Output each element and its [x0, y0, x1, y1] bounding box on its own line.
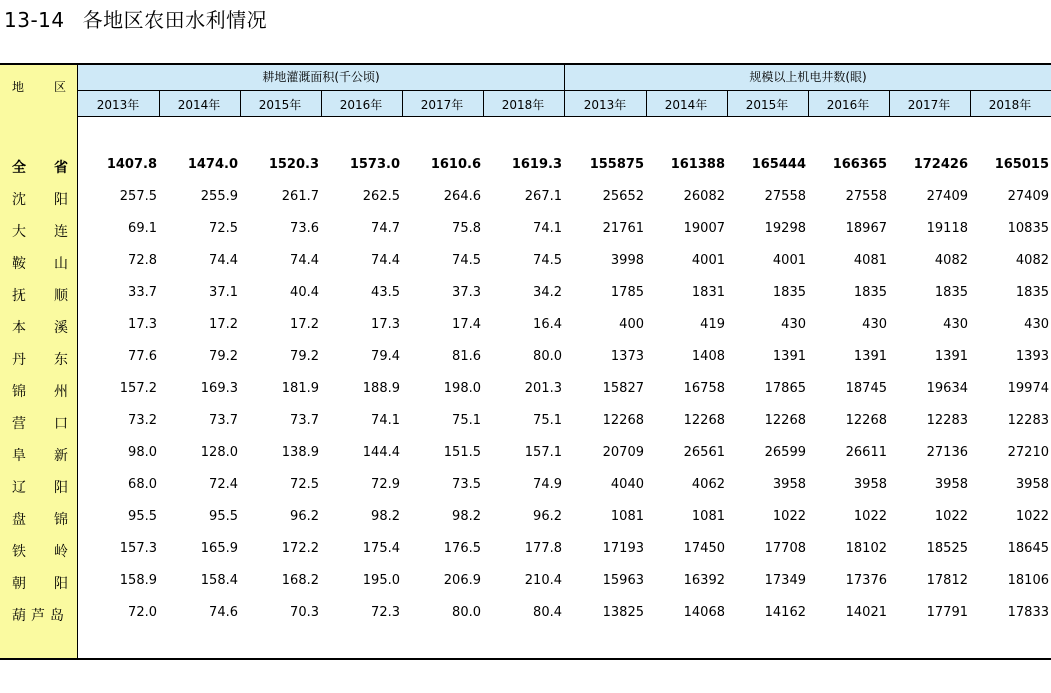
table-cell: 70.3 — [290, 605, 319, 620]
table-cell: 68.0 — [128, 477, 157, 492]
region-name-2: 阳 — [54, 576, 68, 592]
table-cell: 151.5 — [443, 445, 481, 460]
table-cell: 16758 — [683, 381, 725, 396]
table-cell: 43.5 — [371, 285, 400, 300]
table-cell: 1610.6 — [430, 157, 481, 172]
table-cell: 73.7 — [209, 413, 238, 428]
table-cell: 4001 — [691, 253, 725, 268]
table-cell: 72.4 — [209, 477, 238, 492]
table-cell: 16392 — [683, 573, 725, 588]
table-cell: 4082 — [1015, 253, 1049, 268]
table-cell: 26561 — [683, 445, 725, 460]
table-cell: 198.0 — [443, 381, 481, 396]
table-cell: 257.5 — [119, 189, 157, 204]
table-cell: 33.7 — [128, 285, 157, 300]
table-cell: 18967 — [845, 221, 887, 236]
table-cell: 181.9 — [281, 381, 319, 396]
table-cell: 158.9 — [119, 573, 157, 588]
table-cell: 40.4 — [290, 285, 319, 300]
table-row — [0, 189, 1051, 221]
table-cell: 74.1 — [371, 413, 400, 428]
table-row — [0, 381, 1051, 413]
table-number: 13-14 — [4, 8, 65, 32]
table-cell: 1391 — [853, 349, 887, 364]
table-cell: 4062 — [691, 477, 725, 492]
region-name-2: 岭 — [54, 544, 68, 560]
table-cell: 79.4 — [371, 349, 400, 364]
year-header-cell: 2014年 — [664, 98, 708, 112]
year-header-cell: 2016年 — [339, 98, 383, 112]
region-header-char-2: 区 — [54, 80, 67, 94]
table-cell: 17708 — [764, 541, 806, 556]
table-cell: 138.9 — [281, 445, 319, 460]
table-cell: 96.2 — [290, 509, 319, 524]
table-cell: 15963 — [602, 573, 644, 588]
table-cell: 201.3 — [524, 381, 562, 396]
table-cell: 430 — [862, 317, 887, 332]
table-cell: 80.4 — [533, 605, 562, 620]
region-name: 朝 — [12, 576, 26, 592]
table-cell: 1393 — [1015, 349, 1049, 364]
table-cell: 128.0 — [200, 445, 238, 460]
table-cell: 17450 — [683, 541, 725, 556]
table-cell: 144.4 — [362, 445, 400, 460]
table-cell: 26611 — [845, 445, 887, 460]
table-cell: 27558 — [845, 189, 887, 204]
table-cell: 26082 — [683, 189, 725, 204]
table-cell: 18106 — [1007, 573, 1049, 588]
table-cell: 1407.8 — [106, 157, 157, 172]
table-cell: 27136 — [926, 445, 968, 460]
table-cell: 10835 — [1007, 221, 1049, 236]
year-header-cell: 2017年 — [420, 98, 464, 112]
year-header-cell: 2013年 — [96, 98, 140, 112]
table-cell: 15827 — [602, 381, 644, 396]
table-cell: 255.9 — [200, 189, 238, 204]
table-cell: 12268 — [764, 413, 806, 428]
table-cell: 262.5 — [362, 189, 400, 204]
table-cell: 21761 — [602, 221, 644, 236]
year-header-cell: 2013年 — [583, 98, 627, 112]
table-cell: 165.9 — [200, 541, 238, 556]
table-cell: 74.4 — [371, 253, 400, 268]
table-cell: 17833 — [1007, 605, 1049, 620]
region-name-2: 阳 — [54, 480, 68, 496]
table-row — [0, 253, 1051, 285]
year-header-cell: 2017年 — [907, 98, 951, 112]
table-cell: 19974 — [1007, 381, 1049, 396]
table-cell: 37.3 — [452, 285, 481, 300]
table-cell: 158.4 — [200, 573, 238, 588]
table-cell: 261.7 — [281, 189, 319, 204]
table-cell: 27409 — [926, 189, 968, 204]
region-name: 全 — [12, 160, 26, 176]
table-cell: 72.9 — [371, 477, 400, 492]
table-cell: 1520.3 — [268, 157, 319, 172]
table-cell: 1081 — [610, 509, 644, 524]
region-name-2: 溪 — [54, 320, 68, 336]
table-cell: 4082 — [934, 253, 968, 268]
table-cell: 161388 — [670, 157, 725, 172]
table-cell: 195.0 — [362, 573, 400, 588]
region-name-2: 锦 — [54, 512, 68, 528]
table-cell: 430 — [943, 317, 968, 332]
table-cell: 3998 — [610, 253, 644, 268]
table-cell: 4001 — [772, 253, 806, 268]
region-name: 辽 — [12, 480, 26, 496]
table-cell: 26599 — [764, 445, 806, 460]
table-cell: 419 — [700, 317, 725, 332]
table-cell: 18102 — [845, 541, 887, 556]
table-cell: 95.5 — [209, 509, 238, 524]
table-cell: 1619.3 — [511, 157, 562, 172]
table-row — [0, 573, 1051, 605]
table-cell: 73.2 — [128, 413, 157, 428]
table-cell: 157.2 — [119, 381, 157, 396]
table-cell: 69.1 — [128, 221, 157, 236]
table-cell: 264.6 — [443, 189, 481, 204]
region-name: 锦 — [12, 384, 26, 400]
table-cell: 1835 — [853, 285, 887, 300]
table-cell: 1022 — [934, 509, 968, 524]
region-name-2: 省 — [54, 160, 68, 176]
page-title — [4, 4, 267, 33]
table-row — [0, 349, 1051, 381]
table-cell: 79.2 — [290, 349, 319, 364]
table-cell: 19118 — [926, 221, 968, 236]
year-separator — [321, 91, 322, 116]
region-name: 盘 — [12, 512, 26, 528]
table-cell: 267.1 — [524, 189, 562, 204]
table-cell: 81.6 — [452, 349, 481, 364]
region-name: 铁 — [12, 544, 26, 560]
table-cell: 12283 — [926, 413, 968, 428]
table-cell: 4081 — [853, 253, 887, 268]
table-cell: 165444 — [751, 157, 806, 172]
table-cell: 95.5 — [128, 509, 157, 524]
year-separator — [970, 91, 971, 116]
region-name-2: 口 — [54, 416, 68, 432]
region-name-2: 阳 — [54, 192, 68, 208]
table-cell: 18745 — [845, 381, 887, 396]
table-cell: 17812 — [926, 573, 968, 588]
region-name: 阜 — [12, 448, 26, 464]
table-cell: 166365 — [832, 157, 887, 172]
year-header-cell: 2016年 — [826, 98, 870, 112]
table-cell: 168.2 — [281, 573, 319, 588]
table-cell: 12268 — [683, 413, 725, 428]
table-cell: 20709 — [602, 445, 644, 460]
table-cell: 3958 — [853, 477, 887, 492]
table-cell: 12268 — [602, 413, 644, 428]
table-cell: 155875 — [589, 157, 644, 172]
table-cell: 172.2 — [281, 541, 319, 556]
region-name: 鞍 — [12, 256, 26, 272]
table-row — [0, 509, 1051, 541]
table-cell: 157.1 — [524, 445, 562, 460]
table-cell: 1022 — [772, 509, 806, 524]
table-cell: 17.3 — [371, 317, 400, 332]
table-cell: 1022 — [853, 509, 887, 524]
table-cell: 1785 — [610, 285, 644, 300]
year-header-cell: 2018年 — [988, 98, 1032, 112]
table-cell: 1835 — [772, 285, 806, 300]
table-cell: 17.2 — [209, 317, 238, 332]
region-name: 营 — [12, 416, 26, 432]
table-cell: 13825 — [602, 605, 644, 620]
table-row — [0, 413, 1051, 445]
year-header-cell: 2015年 — [745, 98, 789, 112]
table-cell: 98.2 — [371, 509, 400, 524]
table-cell: 18525 — [926, 541, 968, 556]
table-cell: 96.2 — [533, 509, 562, 524]
table-cell: 75.8 — [452, 221, 481, 236]
table-cell: 75.1 — [452, 413, 481, 428]
region-name: 抚 — [12, 288, 26, 304]
table-cell: 74.1 — [533, 221, 562, 236]
table-cell: 27409 — [1007, 189, 1049, 204]
region-header-char-1: 地 — [12, 80, 25, 94]
table-cell: 169.3 — [200, 381, 238, 396]
table-cell: 14068 — [683, 605, 725, 620]
table-cell: 17193 — [602, 541, 644, 556]
region-name-2: 连 — [54, 224, 68, 240]
table-row — [0, 317, 1051, 349]
table-cell: 77.6 — [128, 349, 157, 364]
table-cell: 176.5 — [443, 541, 481, 556]
table-cell: 400 — [619, 317, 644, 332]
year-separator — [889, 91, 890, 116]
table-cell: 14162 — [764, 605, 806, 620]
table-row-total — [0, 157, 1051, 189]
region-name: 葫芦岛 — [12, 608, 69, 624]
region-name: 本 — [12, 320, 26, 336]
table-cell: 98.2 — [452, 509, 481, 524]
table-cell: 12268 — [845, 413, 887, 428]
table-row — [0, 285, 1051, 317]
year-separator — [727, 91, 728, 116]
group-header-wells: 规模以上机电井数(眼) — [749, 70, 867, 84]
table-cell: 188.9 — [362, 381, 400, 396]
table-cell: 1373 — [610, 349, 644, 364]
table-cell: 4040 — [610, 477, 644, 492]
table-cell: 18645 — [1007, 541, 1049, 556]
group-header-irrigation: 耕地灌溉面积(千公顷) — [262, 70, 380, 84]
table-cell: 17865 — [764, 381, 806, 396]
year-separator — [402, 91, 403, 116]
table-cell: 19634 — [926, 381, 968, 396]
table-cell: 74.7 — [371, 221, 400, 236]
table-cell: 17.2 — [290, 317, 319, 332]
table-cell: 72.5 — [209, 221, 238, 236]
table-top-rule — [0, 63, 1051, 65]
table-cell: 165015 — [994, 157, 1049, 172]
table-cell: 73.6 — [290, 221, 319, 236]
year-separator — [159, 91, 160, 116]
table-cell: 72.5 — [290, 477, 319, 492]
table-cell: 16.4 — [533, 317, 562, 332]
table-cell: 157.3 — [119, 541, 157, 556]
table-cell: 19007 — [683, 221, 725, 236]
table-cell: 72.0 — [128, 605, 157, 620]
table-cell: 75.1 — [533, 413, 562, 428]
table-cell: 12283 — [1007, 413, 1049, 428]
table-title: 各地区农田水利情况 — [82, 8, 268, 32]
table-cell: 80.0 — [533, 349, 562, 364]
table-cell: 1391 — [772, 349, 806, 364]
table-cell: 177.8 — [524, 541, 562, 556]
table-cell: 17349 — [764, 573, 806, 588]
table-cell: 25652 — [602, 189, 644, 204]
table-cell: 74.5 — [452, 253, 481, 268]
table-row — [0, 477, 1051, 509]
table-cell: 37.1 — [209, 285, 238, 300]
table-cell: 1835 — [1015, 285, 1049, 300]
table-row — [0, 541, 1051, 573]
table-cell: 34.2 — [533, 285, 562, 300]
table-cell: 17376 — [845, 573, 887, 588]
year-separator — [483, 91, 484, 116]
table-cell: 98.0 — [128, 445, 157, 460]
table-cell: 72.8 — [128, 253, 157, 268]
table-row — [0, 605, 1051, 637]
table-cell: 1081 — [691, 509, 725, 524]
region-name: 丹 — [12, 352, 26, 368]
region-name-2: 顺 — [54, 288, 68, 304]
region-name: 大 — [12, 224, 26, 240]
table-row — [0, 445, 1051, 477]
region-name-2: 东 — [54, 352, 68, 368]
table-cell: 3958 — [934, 477, 968, 492]
year-header-cell: 2014年 — [177, 98, 221, 112]
table-cell: 1831 — [691, 285, 725, 300]
year-header-cell: 2015年 — [258, 98, 302, 112]
table-cell: 14021 — [845, 605, 887, 620]
table-cell: 1391 — [934, 349, 968, 364]
year-header-cell: 2018年 — [501, 98, 545, 112]
table-cell: 73.5 — [452, 477, 481, 492]
table-cell: 80.0 — [452, 605, 481, 620]
table-cell: 17.3 — [128, 317, 157, 332]
table-cell: 1835 — [934, 285, 968, 300]
table-cell: 1474.0 — [187, 157, 238, 172]
region-name-2: 山 — [54, 256, 68, 272]
header-bottom-rule — [78, 116, 1051, 117]
table-cell: 74.9 — [533, 477, 562, 492]
table-cell: 175.4 — [362, 541, 400, 556]
table-cell: 1022 — [1015, 509, 1049, 524]
table-cell: 3958 — [1015, 477, 1049, 492]
table-row — [0, 221, 1051, 253]
table-bottom-rule — [0, 658, 1051, 660]
table-cell: 79.2 — [209, 349, 238, 364]
region-name-2: 州 — [54, 384, 68, 400]
year-separator — [646, 91, 647, 116]
table-cell: 27558 — [764, 189, 806, 204]
table-cell: 73.7 — [290, 413, 319, 428]
table-cell: 74.5 — [533, 253, 562, 268]
year-separator — [808, 91, 809, 116]
table-cell: 27210 — [1007, 445, 1049, 460]
table-cell: 72.3 — [371, 605, 400, 620]
table-cell: 19298 — [764, 221, 806, 236]
year-separator — [240, 91, 241, 116]
table-cell: 74.4 — [209, 253, 238, 268]
table-cell: 210.4 — [524, 573, 562, 588]
region-name: 沈 — [12, 192, 26, 208]
table-cell: 206.9 — [443, 573, 481, 588]
table-cell: 172426 — [913, 157, 968, 172]
table-cell: 17.4 — [452, 317, 481, 332]
table-cell: 430 — [781, 317, 806, 332]
table-cell: 430 — [1024, 317, 1049, 332]
table-cell: 74.6 — [209, 605, 238, 620]
table-cell: 74.4 — [290, 253, 319, 268]
table-cell: 3958 — [772, 477, 806, 492]
table-cell: 1408 — [691, 349, 725, 364]
table-cell: 17791 — [926, 605, 968, 620]
table-cell: 1573.0 — [349, 157, 400, 172]
region-name-2: 新 — [54, 448, 68, 464]
